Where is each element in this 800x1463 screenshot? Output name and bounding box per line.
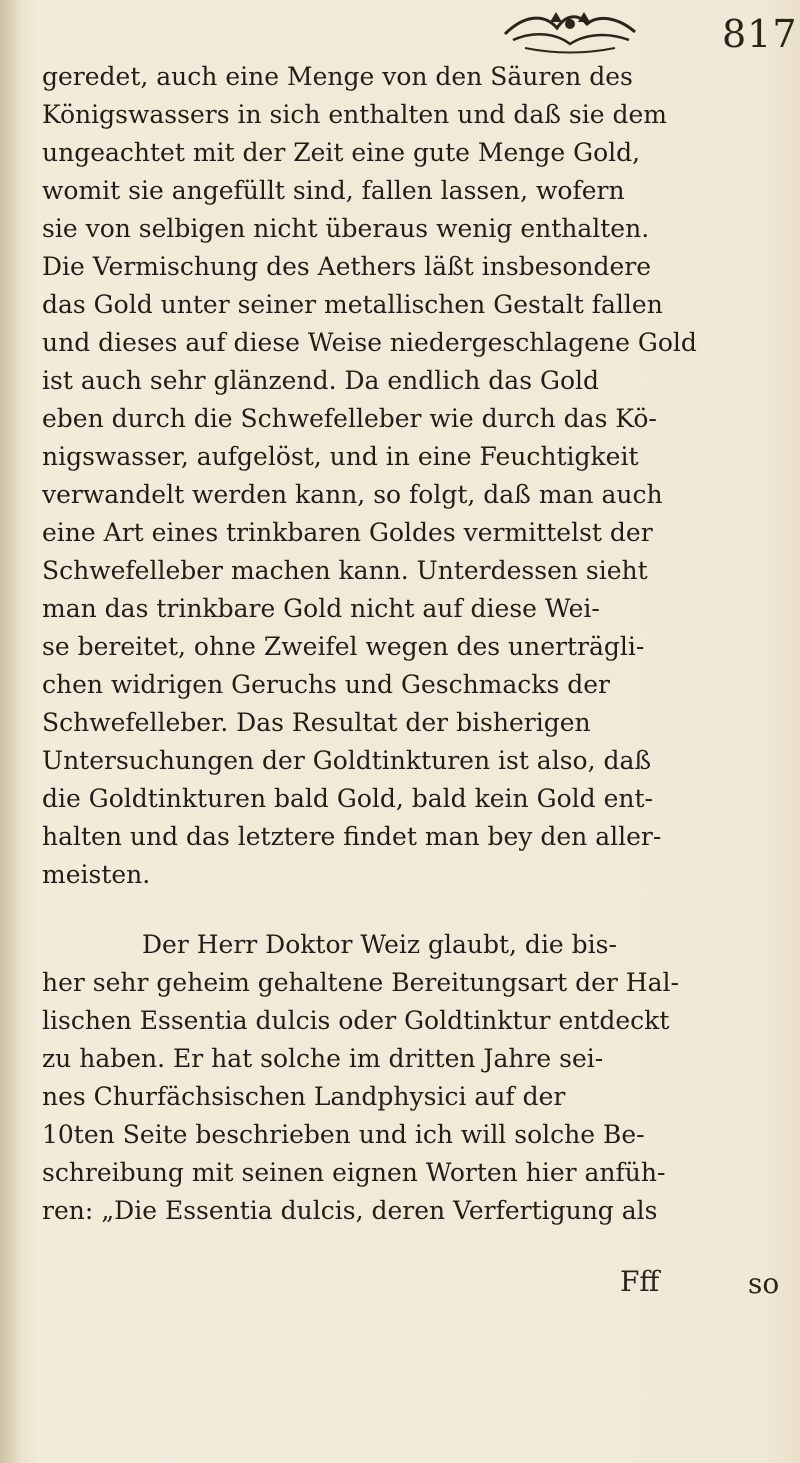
text-line: Schwefelleber machen kann. Unterdessen sieht	[42, 556, 648, 585]
page-number: 817	[722, 12, 798, 56]
text-line: ren: „Die Essentia dulcis, deren Verfertigung als	[42, 1196, 658, 1225]
text-line: man das trinkbare Gold nicht auf diese Wei-	[42, 594, 600, 623]
printers-ornament-icon	[495, 4, 645, 56]
text-line: halten und das letztere findet man bey den aller-	[42, 822, 662, 851]
text-line: womit sie angefüllt sind, fallen lassen, wofern	[42, 176, 625, 205]
text-line: eben durch die Schwefelleber wie durch das Kö-	[42, 404, 657, 433]
paragraph-gap	[42, 894, 772, 926]
text-line: nigswasser, aufgelöst, und in eine Feuchtigkeit	[42, 442, 639, 471]
text-line: Schwefelleber. Das Resultat der bisherigen	[42, 708, 591, 737]
text-line: chen widrigen Geruchs und Geschmacks der	[42, 670, 610, 699]
text-line: zu haben. Er hat solche im dritten Jahre sei-	[42, 1044, 604, 1073]
text-line: sie von selbigen nicht überaus wenig enthalten.	[42, 214, 650, 243]
text-line: geredet, auch eine Menge von den Säuren des	[42, 62, 633, 91]
text-line: Der Herr Doktor Weiz glaubt, die bis-	[142, 930, 617, 959]
text-line: lischen Essentia dulcis oder Goldtinktur entdeckt	[42, 1006, 670, 1035]
text-line: die Goldtinkturen bald Gold, bald kein Gold ent-	[42, 784, 653, 813]
main-text	[42, 58, 772, 1230]
text-line: ist auch sehr glänzend. Da endlich das Gold	[42, 366, 600, 395]
text-line: eine Art eines trinkbaren Goldes vermittelst der	[42, 518, 653, 547]
text-line: das Gold unter seiner metallischen Gestalt fallen	[42, 290, 663, 319]
text-line: Königswassers in sich enthalten und daß sie dem	[42, 100, 667, 129]
paragraph	[42, 58, 772, 894]
signature-mark: Fff	[620, 1265, 660, 1298]
paragraph	[42, 926, 772, 1230]
text-line: se bereitet, ohne Zweifel wegen des unerträgli-	[42, 632, 645, 661]
text-line: nes Churfächsischen Landphysici auf der	[42, 1082, 566, 1111]
text-line: Die Vermischung des Aethers läßt insbesondere	[42, 252, 652, 281]
text-line: verwandelt werden kann, so folgt, daß man auch	[42, 480, 663, 509]
text-line: ungeachtet mit der Zeit eine gute Menge Gold,	[42, 138, 641, 167]
page-gutter-shadow	[0, 0, 22, 1463]
text-line: schreibung mit seinen eignen Worten hier anfüh-	[42, 1158, 666, 1187]
text-line: meisten.	[42, 860, 151, 889]
text-line: her sehr geheim gehaltene Bereitungsart der Hal-	[42, 968, 679, 997]
text-line: und dieses auf diese Weise niedergeschlagene Gold	[42, 328, 697, 357]
text-line: 10ten Seite beschrieben und ich will solche Be-	[42, 1120, 645, 1149]
text-line: Untersuchungen der Goldtinkturen ist also, daß	[42, 746, 652, 775]
catchword: so	[748, 1267, 780, 1300]
